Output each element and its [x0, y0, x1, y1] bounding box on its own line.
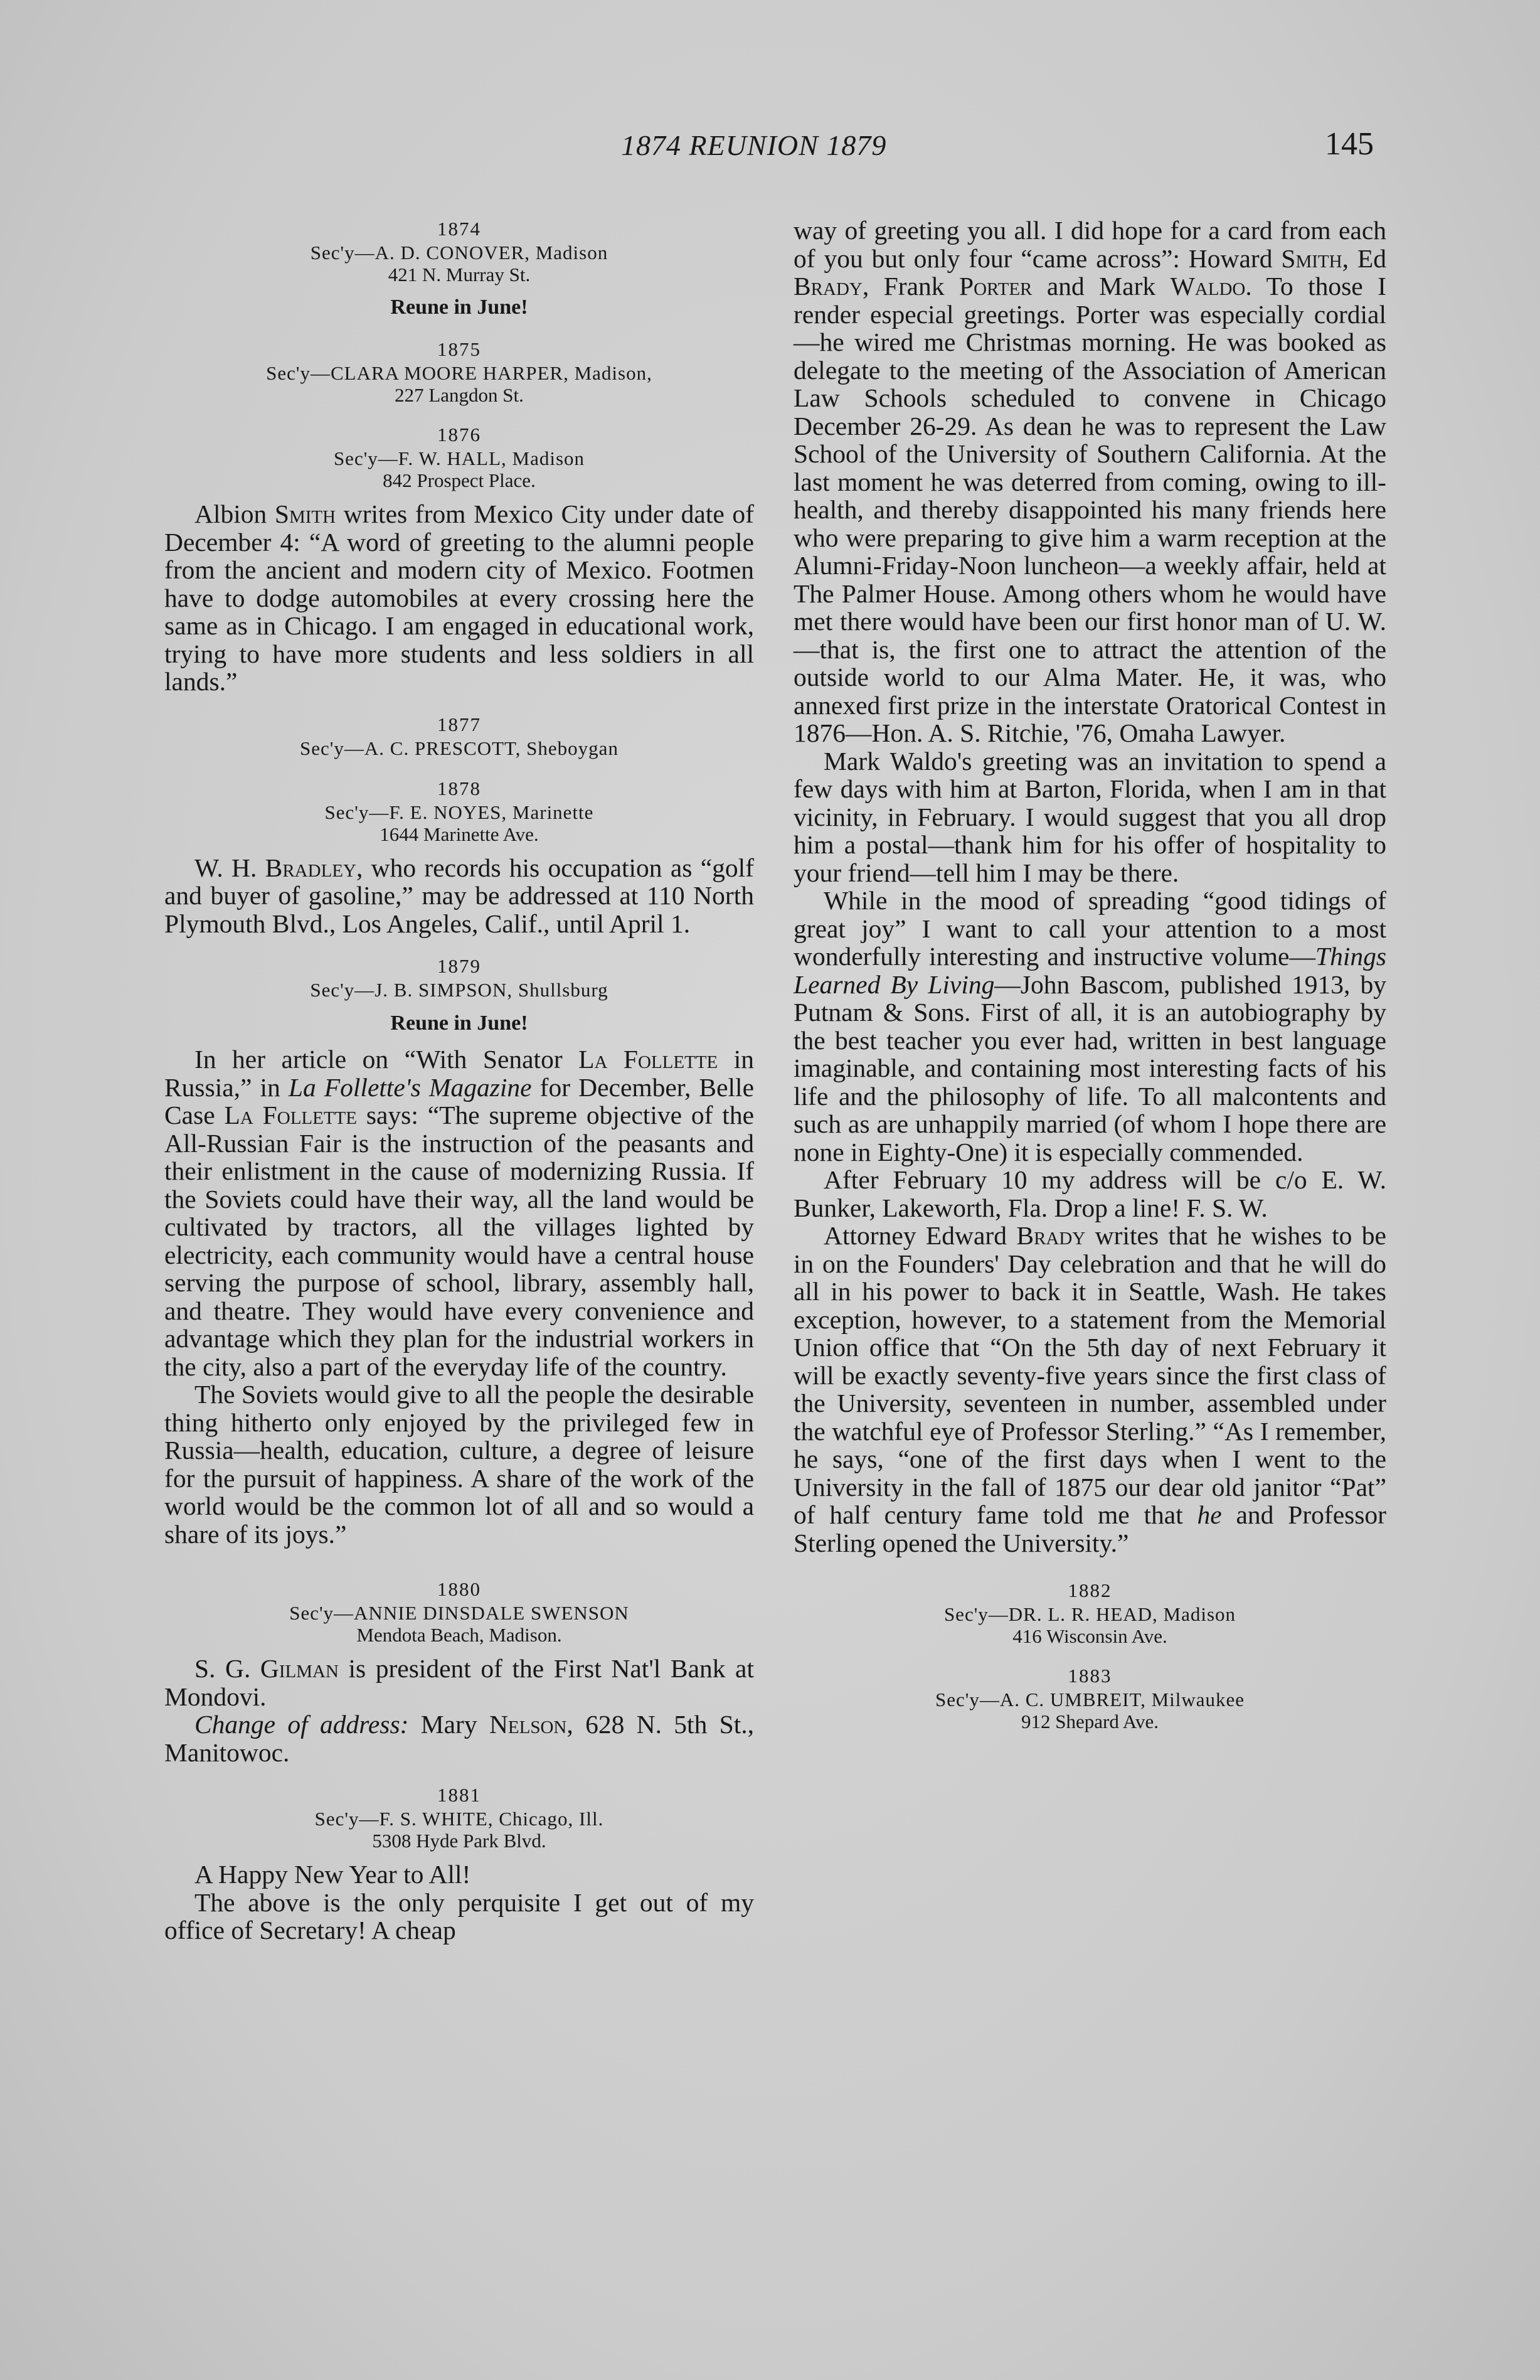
reune-notice-1879: Reune in June! [390, 1011, 528, 1035]
address-1881: 5308 Hyde Park Blvd. [372, 1830, 546, 1852]
class-year-1882: 1882 [1068, 1579, 1112, 1601]
secretary-1880: Sec'y—ANNIE DINSDALE SWENSON [289, 1602, 629, 1624]
paragraph-edward-brady: Attorney Edward Brady writes that he wishes to be in on the Founders' Day celebration and that he will do all in his power to back it in Seattle, Wash. He takes exception, however, to a statement from the Memorial Union office that “On the 5th day of next February it will be exactly seventy-five years since the first class of the University, seventeen in number, assembled under the watchful eye of Professor Sterling.” “As I remember, he says, “one of the first days when I went to the University in the fall of 1875 our dear old janitor “Pat” of half century fame told me that he and Professor Sterling opened the University.” [794, 1221, 1386, 1557]
paragraph-happy-new-year: A Happy New Year to All! [194, 1860, 471, 1889]
secretary-1879: Sec'y—J. B. SIMPSON, Shullsburg [310, 979, 608, 1001]
class-year-1878: 1878 [437, 777, 481, 799]
secretary-1881: Sec'y—F. S. WHITE, Chicago, Ill. [314, 1808, 604, 1830]
address-1876: 842 Prospect Place. [383, 469, 536, 491]
paragraph-la-follette: In her article on “With Senator La Follette in Russia,” in La Follette's Magazine for December, Belle Case La Follette says: “The supreme objective of the All-Russian Fair is the instruction of the peasants and their enlistment in the cause of modernizing Russia. If the Soviets could have their way, all the land would be cultivated by tractors, all the villages lighted by electricity, each community would have a central house serving the purpose of school, library, assembly hall, and theatre. They would have every convenience and advantage which they plan for the industrial workers in the city, also a part of the everyday life of the country. [164, 1045, 755, 1381]
class-year-1875: 1875 [437, 338, 481, 360]
paragraph-perquisite: The above is the only perquisite I get out of my office of Secretary! A cheap [164, 1887, 754, 1945]
class-year-1881: 1881 [437, 1784, 481, 1806]
running-head: 1874 REUNION 1879 [621, 129, 887, 161]
paragraph-soviets: The Soviets would give to all the people the desirable thing hitherto only enjoyed by the privileged few in Russia—health, education, culture, a degree of leisure for the pursuit of happiness. A share of the work of the world would be the common lot of all and so would a share of its joys.” [164, 1380, 754, 1549]
class-year-1883: 1883 [1068, 1665, 1112, 1687]
secretary-1875: Sec'y—CLARA MOORE HARPER, Madison, [266, 362, 652, 384]
address-1883: 912 Shepard Ave. [1021, 1710, 1159, 1732]
secretary-1876: Sec'y—F. W. HALL, Madison [333, 447, 585, 469]
address-1880: Mendota Beach, Madison. [356, 1624, 562, 1646]
class-year-1876: 1876 [437, 424, 481, 446]
right-column [794, 216, 1386, 1732]
class-year-1874: 1874 [437, 218, 481, 240]
address-1875: 227 Langdon St. [395, 384, 524, 406]
paragraph-mark-waldo: Mark Waldo's greeting was an invitation to spend a few days with him at Barton, Florida, when I am in that vicinity, in February. I would suggest that you all drop him a postal—thank him for his offer of hospitality to your friend—tell him I may be there. [794, 746, 1386, 887]
paragraph-gilman: S. G. Gilman is president of the First Nat'l Bank at Mondovi. [164, 1654, 754, 1711]
left-column [164, 216, 754, 1945]
secretary-1882: Sec'y—DR. L. R. HEAD, Madison [943, 1603, 1236, 1625]
class-year-1877: 1877 [437, 713, 481, 735]
paragraph-address-change: After February 10 my address will be c/o E. W. Bunker, Lakeworth, Fla. Drop a line! F. S. W. [794, 1165, 1386, 1222]
reune-notice-1874: Reune in June! [390, 296, 528, 319]
paragraph-greetings: way of greeting you all. I did hope for a card from each of you but only four “came across”: Howard Smith, Ed Brady, Frank Porter and Mark Waldo. To those I render especial greetings. Porter was especially cordial—he wired me Christmas morning. He was booked as delegate to the meeting of the Association of American Law Schools scheduled to convene in Chicago December 26-29. As dean he was to represent the Law School of the University of Southern California. At the last moment he was deterred from coming, owing to ill-health, and thereby disappointed his many friends here who were preparing to give him a warm reception at the Alumni-Friday-Noon luncheon—a weekly affair, held at The Palmer House. Among others whom he would have met there would have been our first honor man of U. W.—that is, the first one to attract the attention of the outside world to our Alma Mater. He, it was, who annexed first prize in the interstate Oratorical Contest in 1876—Hon. A. S. Ritchie, '76, Omaha Lawyer. [794, 216, 1386, 747]
secretary-1883: Sec'y—A. C. UMBREIT, Milwaukee [935, 1689, 1245, 1710]
page-number: 145 [1325, 126, 1374, 162]
paragraph-things-learned: While in the mood of spreading “good tidings of great joy” I want to call your attention to a most wonderfully interesting and instructive volume—Things Learned By Living—John Bascom, published 1913, by Putnam & Sons. First of all, it is an autobiography by the best teacher you ever had, written in best language imaginable, and containing most interesting facts of his life and the philosophy of life. To all malcontents and such as are unhappily married (of whom I hope there are none in Eighty-One) it is especially commended. [794, 886, 1386, 1166]
paragraph-bradley: W. H. Bradley, who records his occupation as “golf and buyer of gasoline,” may be addressed at 110 North Plymouth Blvd., Los Angeles, Calif., until April 1. [164, 853, 754, 938]
paragraph-change-of-address: Change of address: Mary Nelson, 628 N. 5th St., Manitowoc. [164, 1710, 755, 1767]
address-1882: 416 Wisconsin Ave. [1012, 1625, 1167, 1647]
secretary-1874: Sec'y—A. D. CONOVER, Madison [310, 242, 608, 264]
address-1874: 421 N. Murray St. [388, 264, 531, 285]
secretary-1877: Sec'y—A. C. PRESCOTT, Sheboygan [300, 737, 619, 759]
class-year-1880: 1880 [437, 1578, 481, 1600]
paragraph-albion-smith: Albion Smith writes from Mexico City under date of December 4: “A word of greeting to the alumni people from the ancient and modern city of Mexico. Footmen have to dodge automobiles at every crossing here the same as in Chicago. I am engaged in educational work, trying to have more students and less soldiers in all lands.” [164, 499, 754, 696]
address-1878: 1644 Marinette Ave. [380, 823, 539, 845]
secretary-1878: Sec'y—F. E. NOYES, Marinette [324, 801, 594, 823]
class-year-1879: 1879 [437, 955, 481, 977]
